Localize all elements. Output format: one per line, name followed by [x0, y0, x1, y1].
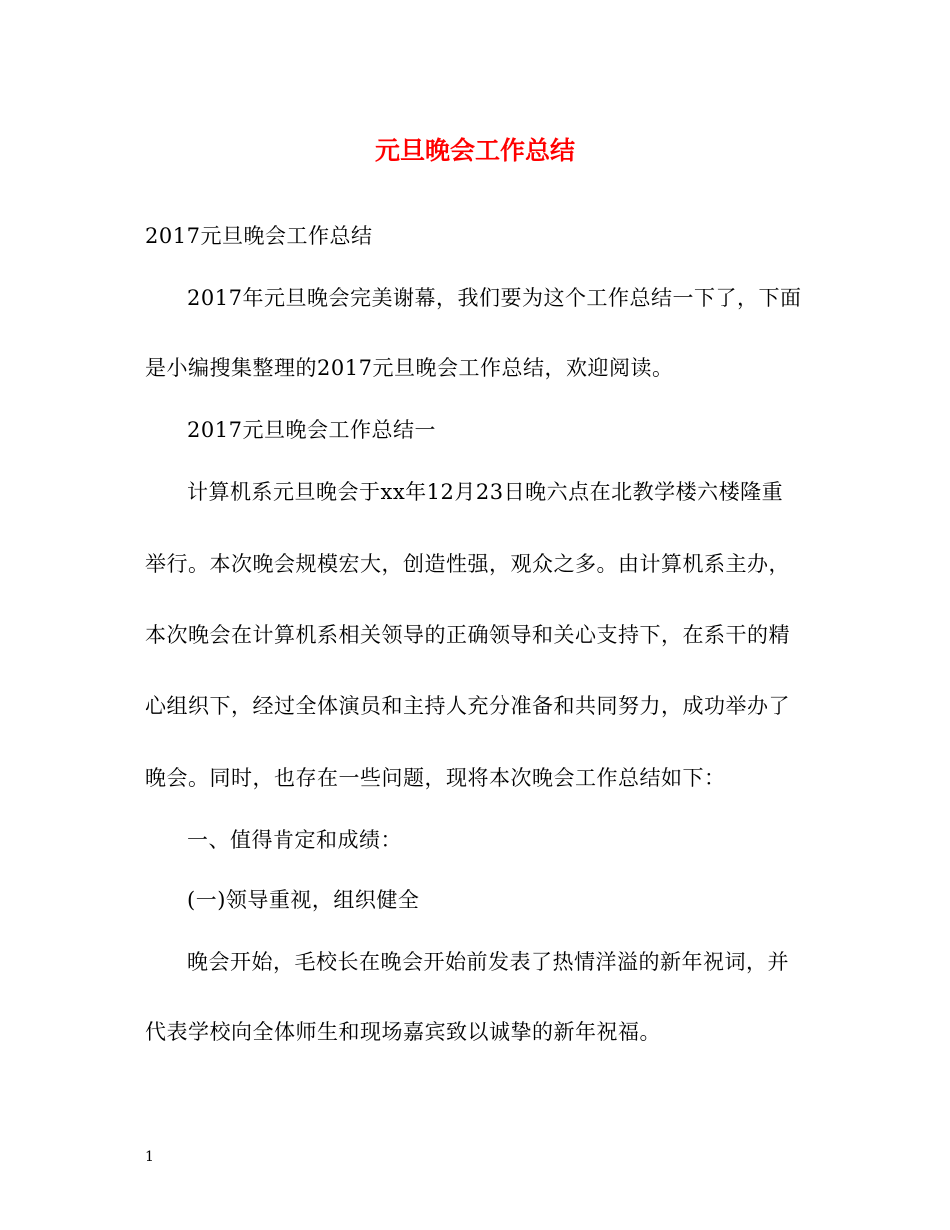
section-heading: 一、值得肯定和成绩：: [187, 828, 402, 852]
page-number: 1: [145, 1149, 154, 1165]
paragraph-line: 心组织下，经过全体演员和主持人充分准备和共同努力，成功举办了: [145, 694, 790, 718]
document-title: 元旦晚会工作总结: [374, 136, 575, 165]
section-heading: 2017元旦晚会工作总结一: [187, 418, 436, 442]
paragraph-line: 2017年元旦晚会完美谢幕，我们要为这个工作总结一下了，下面: [187, 286, 802, 310]
paragraph-line: 晚会。同时，也存在一些问题，现将本次晚会工作总结如下：: [145, 766, 726, 790]
paragraph-line: 计算机系元旦晚会于xx年12月23日晚六点在北教学楼六楼隆重: [187, 480, 784, 504]
subsection-heading: (一)领导重视，组织健全: [187, 888, 420, 912]
paragraph-line: 晚会开始，毛校长在晚会开始前发表了热情洋溢的新年祝词，并: [187, 950, 789, 974]
paragraph-line: 本次晚会在计算机系相关领导的正确领导和关心支持下，在系干的精: [145, 623, 790, 647]
paragraph-line: 是小编搜集整理的2017元旦晚会工作总结，欢迎阅读。: [145, 356, 674, 380]
subtitle-line: 2017元旦晚会工作总结: [145, 224, 373, 248]
paragraph-line: 举行。本次晚会规模宏大，创造性强，观众之多。由计算机系主办，: [145, 552, 790, 576]
paragraph-line: 代表学校向全体师生和现场嘉宾致以诚挚的新年祝福。: [145, 1020, 661, 1044]
